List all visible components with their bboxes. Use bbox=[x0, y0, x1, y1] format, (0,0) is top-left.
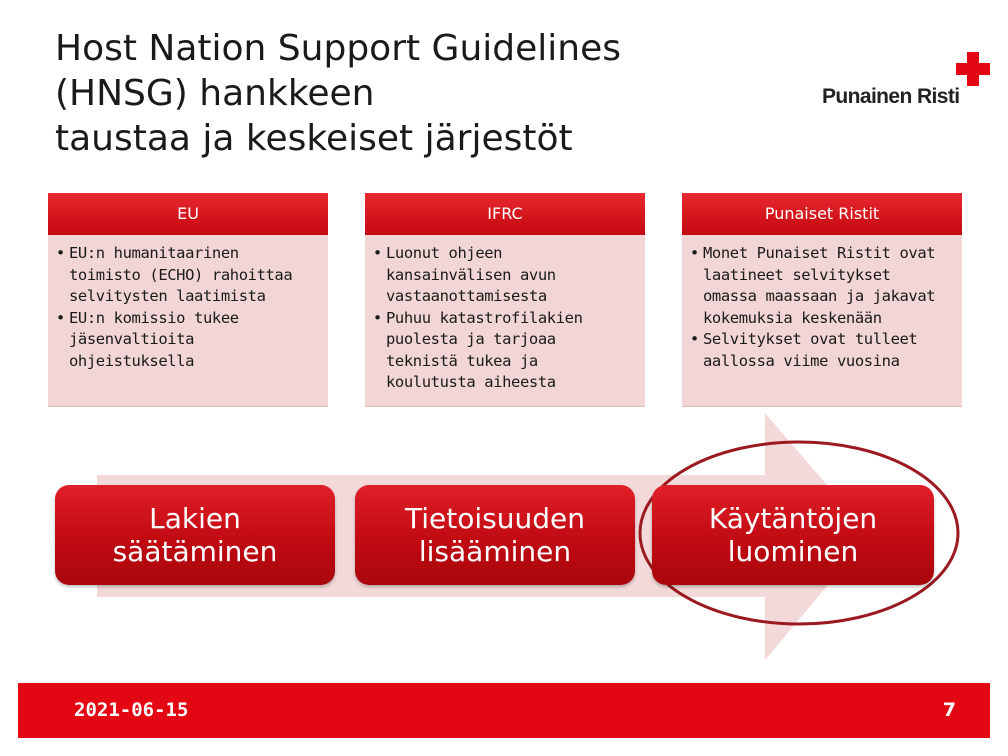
process-step-kaytantojen-luominen bbox=[652, 485, 934, 585]
column-punaiset-ristit bbox=[682, 193, 962, 407]
column-body-punaiset-ristit bbox=[682, 235, 962, 407]
bullet-item: • Selvitykset ovat tulleet aallossa viime vuosina bbox=[690, 329, 952, 372]
column-header-ifrc: IFRC bbox=[365, 193, 645, 235]
column-header-eu: EU bbox=[48, 193, 328, 235]
process-step-line: Käytäntöjen bbox=[708, 502, 878, 535]
column-eu bbox=[48, 193, 328, 407]
process-step-line: Tietoisuuden bbox=[405, 502, 585, 535]
page-number: 7 bbox=[942, 699, 956, 721]
process-step-line: säätäminen bbox=[112, 535, 278, 568]
column-body-ifrc bbox=[365, 235, 645, 407]
title-line-2: (HNSG) hankkeen bbox=[55, 73, 375, 114]
logo-text: Punainen Risti bbox=[822, 85, 960, 108]
bullet-list bbox=[373, 243, 635, 394]
footer-date: 2021-06-15 bbox=[74, 699, 189, 721]
footer-bar bbox=[18, 683, 990, 738]
bullet-item: • EU:n komissio tukee jäsenvaltioita ohjeistuksella bbox=[56, 308, 318, 373]
process-step-tietoisuuden-lisaaminen bbox=[355, 485, 635, 585]
bullet-list bbox=[56, 243, 318, 372]
bullet-item: • Monet Punaiset Ristit ovat laatineet selvitykset omassa maassaan ja jakavat kokemuksia keskenään bbox=[690, 243, 952, 329]
process-step-lakien-saataminen bbox=[55, 485, 335, 585]
bullet-list bbox=[690, 243, 952, 372]
bullet-item: • Puhuu katastrofilakien puolesta ja tarjoaa teknistä tukea ja koulutusta aiheesta bbox=[373, 308, 635, 394]
bullet-item: • EU:n humanitaarinen toimisto (ECHO) rahoittaa selvitysten laatimista bbox=[56, 243, 318, 308]
column-ifrc bbox=[365, 193, 645, 407]
title-line-1: Host Nation Support Guidelines bbox=[55, 28, 621, 69]
column-header-punaiset-ristit: Punaiset Ristit bbox=[682, 193, 962, 235]
column-body-eu bbox=[48, 235, 328, 407]
process-step-line: Lakien bbox=[149, 502, 241, 535]
bullet-item: • Luonut ohjeen kansainvälisen avun vastaanottamisesta bbox=[373, 243, 635, 308]
process-step-line: luominen bbox=[727, 535, 859, 568]
process-step-line: lisääminen bbox=[418, 535, 572, 568]
title-line-3: taustaa ja keskeiset järjestöt bbox=[55, 118, 573, 159]
